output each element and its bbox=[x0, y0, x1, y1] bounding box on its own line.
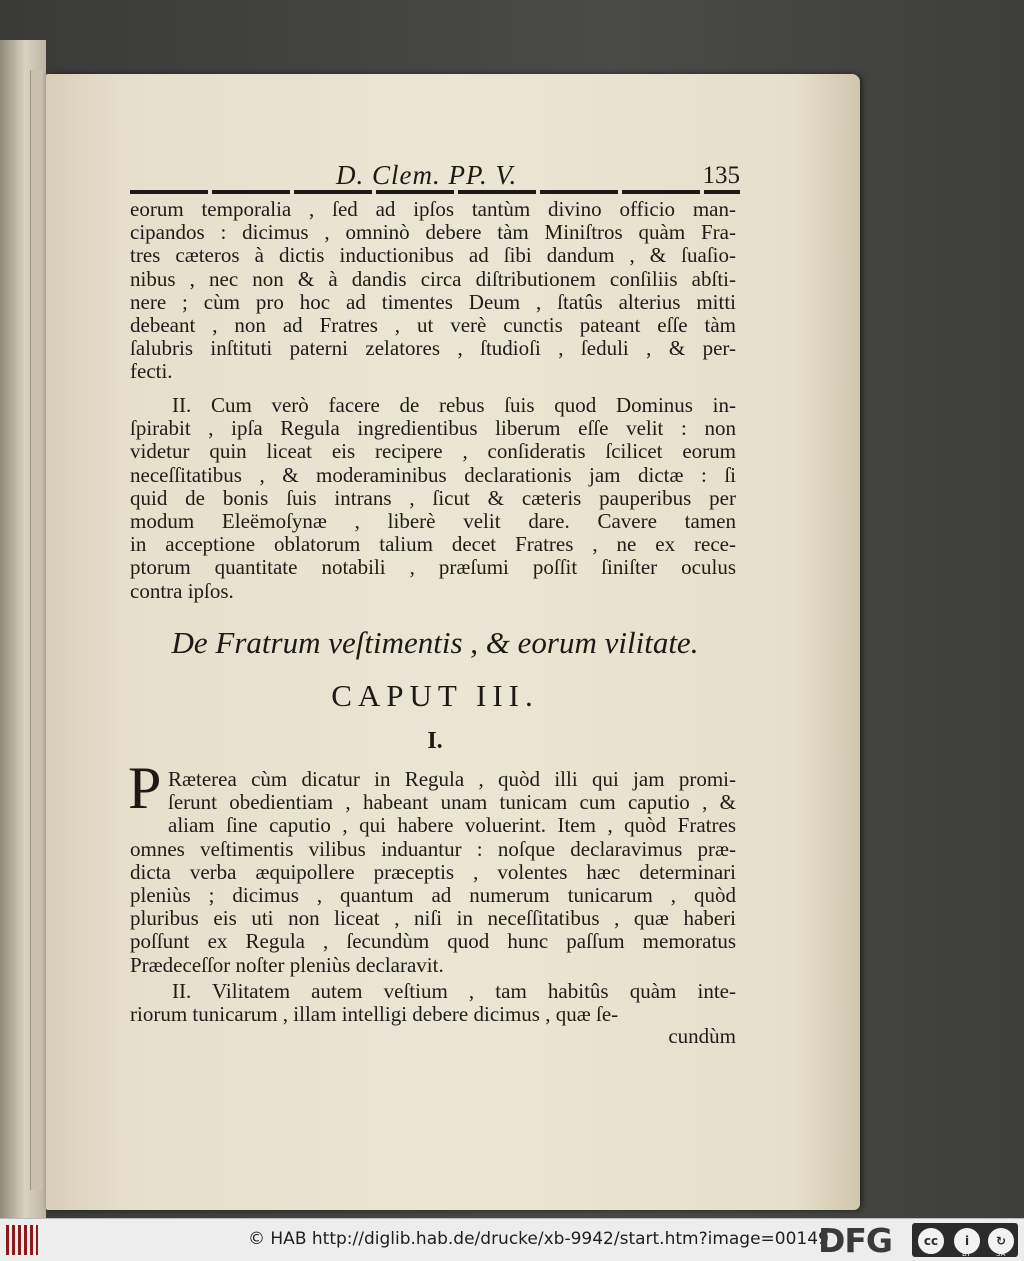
text-line: dicta verba æquipollere præceptis , volentes hæc determinari bbox=[130, 860, 736, 884]
copyright-text: © HAB bbox=[248, 1229, 312, 1249]
text-line: neceſſitatibus , & moderaminibus declarationis jam dictæ : ſi bbox=[130, 463, 736, 487]
text-line: ſalubris inſtituti paterni zelatores , ſtudioſi , ſeduli , & per- bbox=[130, 337, 736, 361]
header-rule bbox=[130, 190, 740, 194]
footer-credit bbox=[248, 1229, 829, 1249]
text-line: contra ipſos. bbox=[130, 579, 234, 603]
text-line: II. Cum verò facere de rebus ſuis quod Dominus in- bbox=[172, 394, 736, 417]
text-line: videtur quin liceat eis recipere , conſideratis ſcilicet eorum bbox=[130, 440, 736, 464]
text-line: poſſunt ex Regula , ſecundùm quod hunc paſſum memoratus bbox=[130, 930, 736, 954]
section-title: De Fratrum veſtimentis , & eorum vilitate. bbox=[171, 625, 699, 660]
text-line: modum Eleëmoſynæ , liberè velit dare. Cavere tamen bbox=[130, 509, 736, 533]
cc-license-badge[interactable] bbox=[912, 1223, 1018, 1257]
text-line: riorum tunicarum , illam intelligi debere dicimus , quæ ſe- bbox=[130, 1003, 619, 1027]
text-line: II. Vilitatem autem veſtium , tam habitûs quàm inte- bbox=[172, 980, 736, 1003]
share-alike-icon: ↻ bbox=[986, 1226, 1016, 1256]
source-url-link[interactable]: http://diglib.hab.de/drucke/xb-9942/start.htm?image=00149 bbox=[311, 1229, 829, 1249]
running-head bbox=[130, 160, 740, 194]
dfg-logo: DFG bbox=[818, 1221, 893, 1260]
text-line: ſerunt obedientiam , habeant unam tunicam cum caputio , & bbox=[168, 791, 736, 815]
catchword: cundùm bbox=[668, 1024, 736, 1048]
text-line: Prædeceſſor noſter pleniùs declaravit. bbox=[130, 953, 444, 977]
text-line: ptorum quantitate notabili , præſumi poſſit ſiniſter oculus bbox=[130, 556, 736, 580]
text-line: Ræterea cùm dicatur in Regula , quòd illi qui jam promi- bbox=[168, 768, 736, 791]
drop-cap: P bbox=[128, 755, 162, 821]
text-line: quid de bonis ſuis intrans , ſicut & cæteris pauperibus per bbox=[130, 486, 736, 510]
cc-icon: cc bbox=[916, 1226, 946, 1256]
hab-logo-icon bbox=[6, 1225, 38, 1255]
paragraph-3 bbox=[130, 768, 736, 977]
text-line: aliam ſine caputio , qui habere voluerint. Item , quòd Fratres bbox=[168, 814, 736, 838]
text-line: omnes veſtimentis vilibus induantur : noſque declaravimus præ- bbox=[130, 837, 736, 861]
text-line: fecti. bbox=[130, 360, 173, 384]
chapter-heading: CAPUT III. bbox=[331, 678, 539, 713]
text-line: ſpirabit , ipſa Regula ingredientibus liberum eſſe velit : non bbox=[130, 417, 736, 441]
text-line: cipandos : dicimus , omninò debere tàm Miniſtros quàm Fra- bbox=[130, 221, 736, 245]
text-line: pleniùs ; dicimus , quantum ad numerum tunicarum , quòd bbox=[130, 883, 736, 907]
page-number: 135 bbox=[702, 162, 740, 189]
text-line: tres cæteros à dictis inductionibus ad ſibi dandum , & ſuaſio- bbox=[130, 244, 736, 268]
text-line: eorum temporalia , ſed ad ipſos tantùm divino officio man- bbox=[130, 198, 736, 221]
paragraph-1 bbox=[130, 198, 736, 384]
paragraph-2 bbox=[130, 394, 736, 603]
running-title: D. Clem. PP. V. bbox=[336, 160, 518, 190]
sa-label: SA bbox=[996, 1250, 1006, 1258]
viewer-footer bbox=[0, 1218, 1024, 1261]
by-attribution-icon: i bbox=[952, 1226, 982, 1256]
text-line: in acceptione oblatorum talium decet Fratres , ne ex rece- bbox=[130, 533, 736, 557]
chapter-number: I. bbox=[427, 728, 443, 754]
paragraph-4 bbox=[130, 980, 736, 1026]
text-line: nere ; cùm pro hoc ad timentes Deum , ſtatûs alterius mitti bbox=[130, 290, 736, 314]
by-label: BY bbox=[962, 1250, 971, 1258]
left-page-strip bbox=[30, 70, 43, 1190]
text-line: nibus , nec non & à dandis circa diſtributionem conſiliis abſti- bbox=[130, 267, 736, 291]
text-line: pluribus eis uti non liceat , niſi in neceſſitatibus , quæ haberi bbox=[130, 907, 736, 931]
text-line: debeant , non ad Fratres , ut verè cunctis pateant eſſe tàm bbox=[130, 313, 736, 337]
